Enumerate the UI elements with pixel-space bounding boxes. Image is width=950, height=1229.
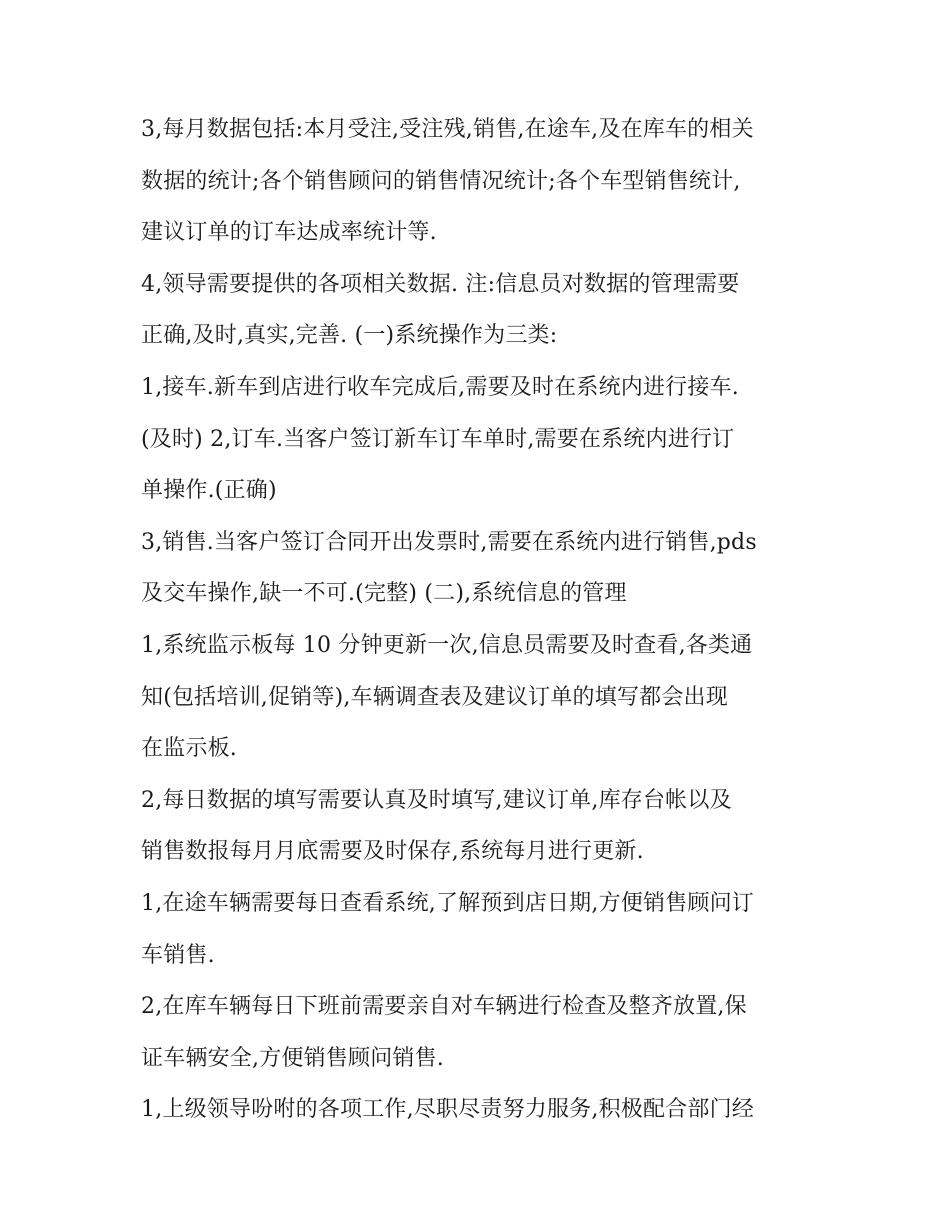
- text-line: 及交车操作,缺一不可.(完整) (二),系统信息的管理: [141, 581, 627, 607]
- body-text: [141, 108, 831, 1140]
- text-line: 2,在库车辆每日下班前需要亲自对车辆进行检查及整齐放置,保: [141, 994, 747, 1020]
- text-line: 知(包括培训,促销等),车辆调查表及建议订单的填写都会出现: [141, 684, 728, 710]
- text-line: 单操作.(正确): [141, 478, 277, 504]
- text-line: 4,领导需要提供的各项相关数据. 注:信息员对数据的管理需要: [141, 271, 740, 297]
- text-line: 3,销售.当客户签订合同开出发票时,需要在系统内进行销售,pds: [141, 529, 757, 555]
- text-line: 1,在途车辆需要每日查看系统,了解预到店日期,方便销售顾问订: [141, 890, 754, 916]
- text-line: 数据的统计;各个销售顾问的销售情况统计;各个车型销售统计,: [141, 168, 741, 194]
- text-line: 正确,及时,真实,完善. (一)系统操作为三类:: [141, 323, 558, 349]
- text-line: 在监示板.: [141, 736, 237, 762]
- text-line: 1,上级领导吩咐的各项工作,尽职尽责努力服务,积极配合部门经: [141, 1097, 754, 1123]
- text-line: 销售数报每月月底需要及时保存,系统每月进行更新.: [141, 839, 644, 865]
- text-line: 2,每日数据的填写需要认真及时填写,建议订单,库存台帐以及: [141, 787, 732, 813]
- text-line: 车销售.: [141, 942, 215, 968]
- text-line: (及时) 2,订车.当客户签订新车订车单时,需要在系统内进行订: [141, 426, 735, 452]
- text-line: 1,系统监示板每 10 分钟更新一次,信息员需要及时查看,各类通: [141, 632, 753, 658]
- text-line: 证车辆安全,方便销售顾问销售.: [141, 1045, 444, 1071]
- text-line: 建议订单的订车达成率统计等.: [141, 220, 437, 246]
- text-line: 3,每月数据包括:本月受注,受注残,销售,在途车,及在库车的相关: [141, 117, 754, 142]
- text-line: 1,接车.新车到店进行收车完成后,需要及时在系统内进行接车.: [141, 374, 739, 400]
